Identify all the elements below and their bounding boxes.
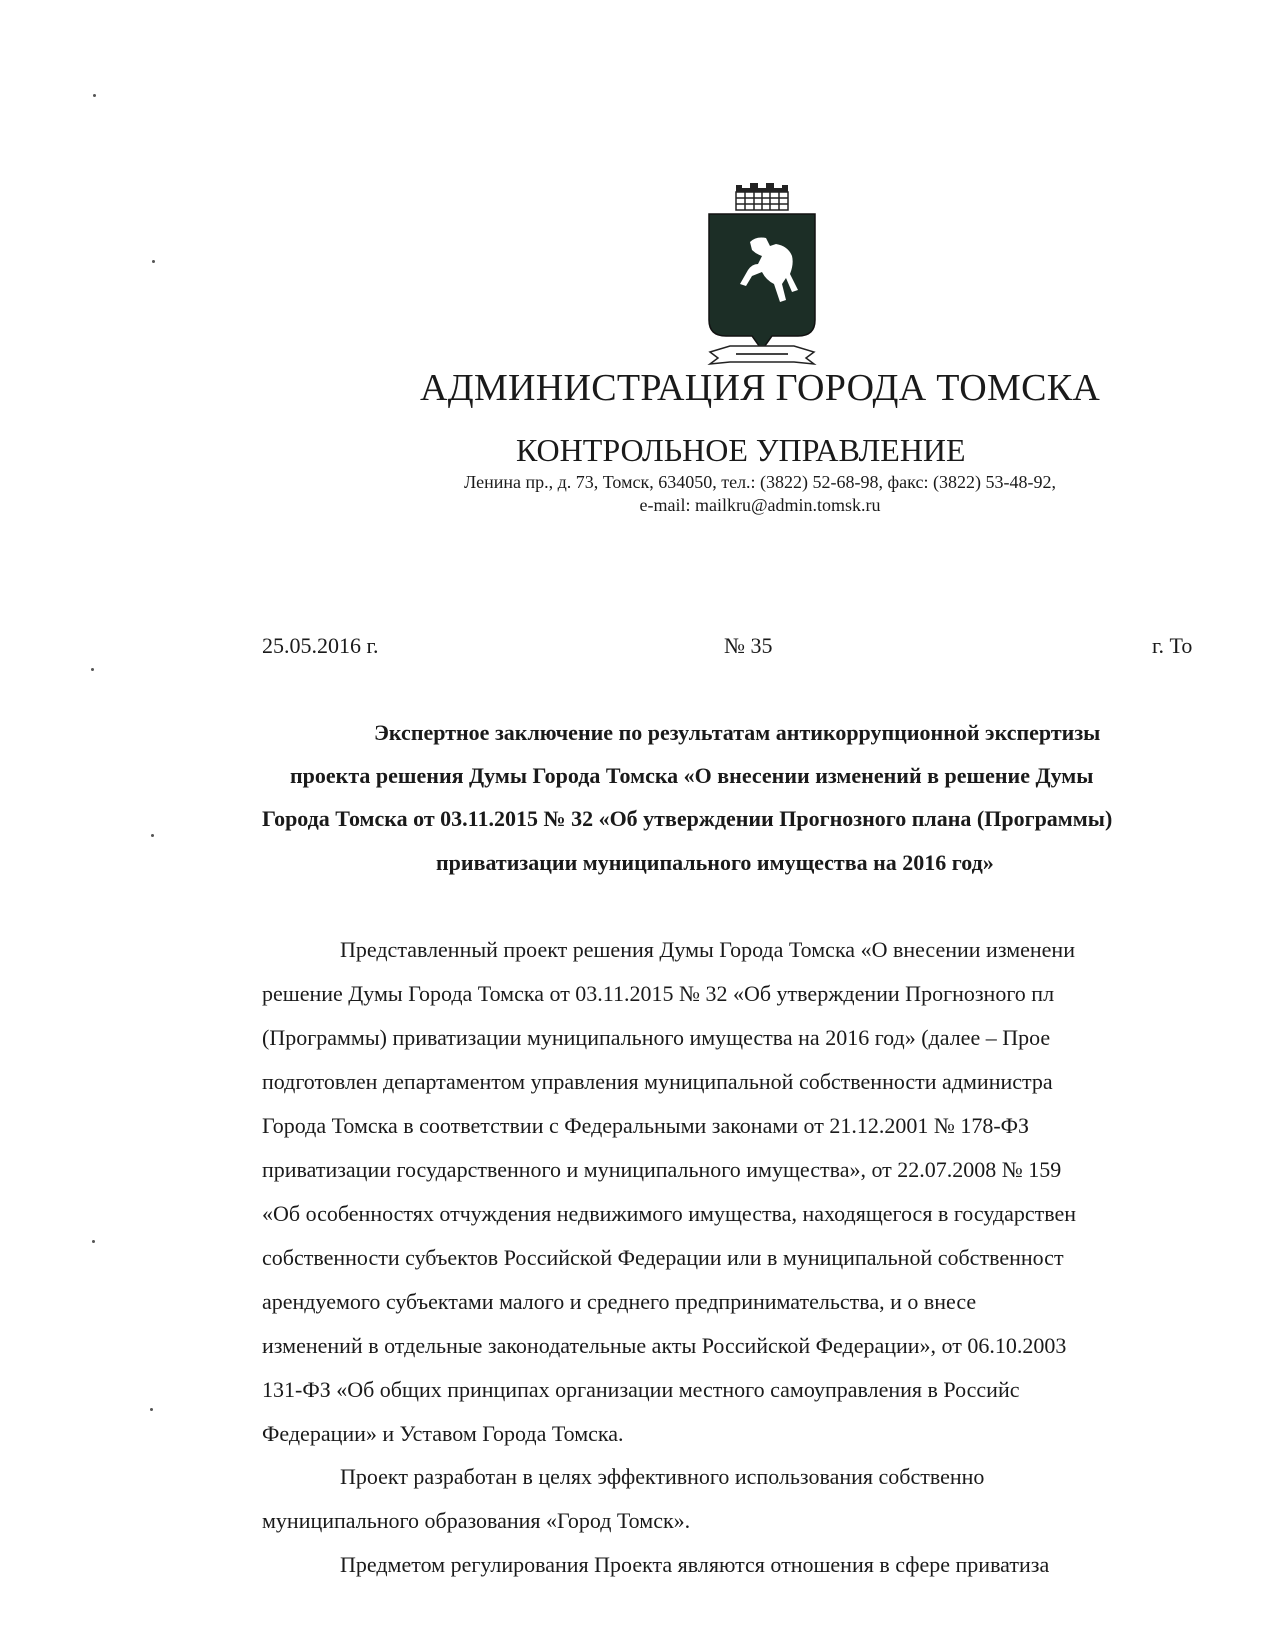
paragraph-line: собственности субъектов Российской Федерации или в муниципальной собственност [262, 1245, 1064, 1270]
paragraph-line: Представленный проект решения Думы Города Томска «О внесении изменени [340, 937, 1075, 962]
scan-speck [92, 1240, 95, 1243]
scan-speck [150, 1408, 153, 1411]
department-heading: КОНТРОЛЬНОЕ УПРАВЛЕНИЕ [516, 432, 966, 468]
paragraph-line: изменений в отдельные законодательные акты Российской Федерации», от 06.10.2003 [262, 1333, 1067, 1358]
paragraph-line: Проект разработан в целях эффективного использования собственно [340, 1464, 985, 1489]
paragraph-line: подготовлен департаментом управления муниципальной собственности администра [262, 1069, 1053, 1094]
scan-speck [91, 668, 94, 671]
paragraph-line: Предметом регулирования Проекта являются отношения в сфере приватиза [340, 1552, 1050, 1577]
paragraph-line: решение Думы Города Томска от 03.11.2015 № 32 «Об утверждении Прогнозного пл [262, 981, 1055, 1006]
org-name-heading: АДМИНИСТРАЦИЯ ГОРОДА ТОМСКА [420, 367, 1101, 409]
document-title-line: приватизации муниципального имущества на 2016 год» [436, 850, 994, 875]
document-title-line: проекта решения Думы Города Томска «О внесении изменений в решение Думы [290, 763, 1094, 788]
document-number: № 35 [724, 633, 773, 658]
paragraph-line: муниципального образования «Город Томск». [262, 1508, 691, 1533]
paragraph-line: арендуемого субъектами малого и среднего предпринимательства, и о внесе [262, 1289, 977, 1314]
document-city: г. То [1152, 633, 1193, 658]
paragraph-line: Города Томска в соответствии с Федеральными законами от 21.12.2001 № 178-ФЗ [262, 1113, 1030, 1138]
document-title-line: Города Томска от 03.11.2015 № 32 «Об утверждении Прогнозного плана (Программы) [262, 806, 1113, 831]
scan-speck [93, 94, 96, 97]
email-line: e-mail: mailkru@admin.tomsk.ru [639, 495, 881, 515]
address-line: Ленина пр., д. 73, Томск, 634050, тел.: (3822) 52-68-98, факс: (3822) 53-48-92, [464, 472, 1056, 492]
paragraph-line: 131-ФЗ «Об общих принципах организации местного самоуправления в Российс [262, 1377, 1020, 1402]
document-date: 25.05.2016 г. [262, 633, 379, 658]
paragraph-line: (Программы) приватизации муниципального имущества на 2016 год» (далее – Прое [262, 1025, 1051, 1050]
paragraph-line: приватизации государственного и муниципального имущества», от 22.07.2008 № 159 [262, 1157, 1062, 1182]
scan-speck [151, 834, 154, 837]
paragraph-line: «Об особенностях отчуждения недвижимого имущества, находящегося в государствен [262, 1201, 1077, 1226]
document-title-line: Экспертное заключение по результатам антикоррупционной экспертизы [374, 720, 1101, 745]
scan-speck [152, 260, 155, 263]
coat-of-arms-emblem [706, 180, 818, 380]
paragraph-line: Федерации» и Уставом Города Томска. [262, 1421, 624, 1446]
